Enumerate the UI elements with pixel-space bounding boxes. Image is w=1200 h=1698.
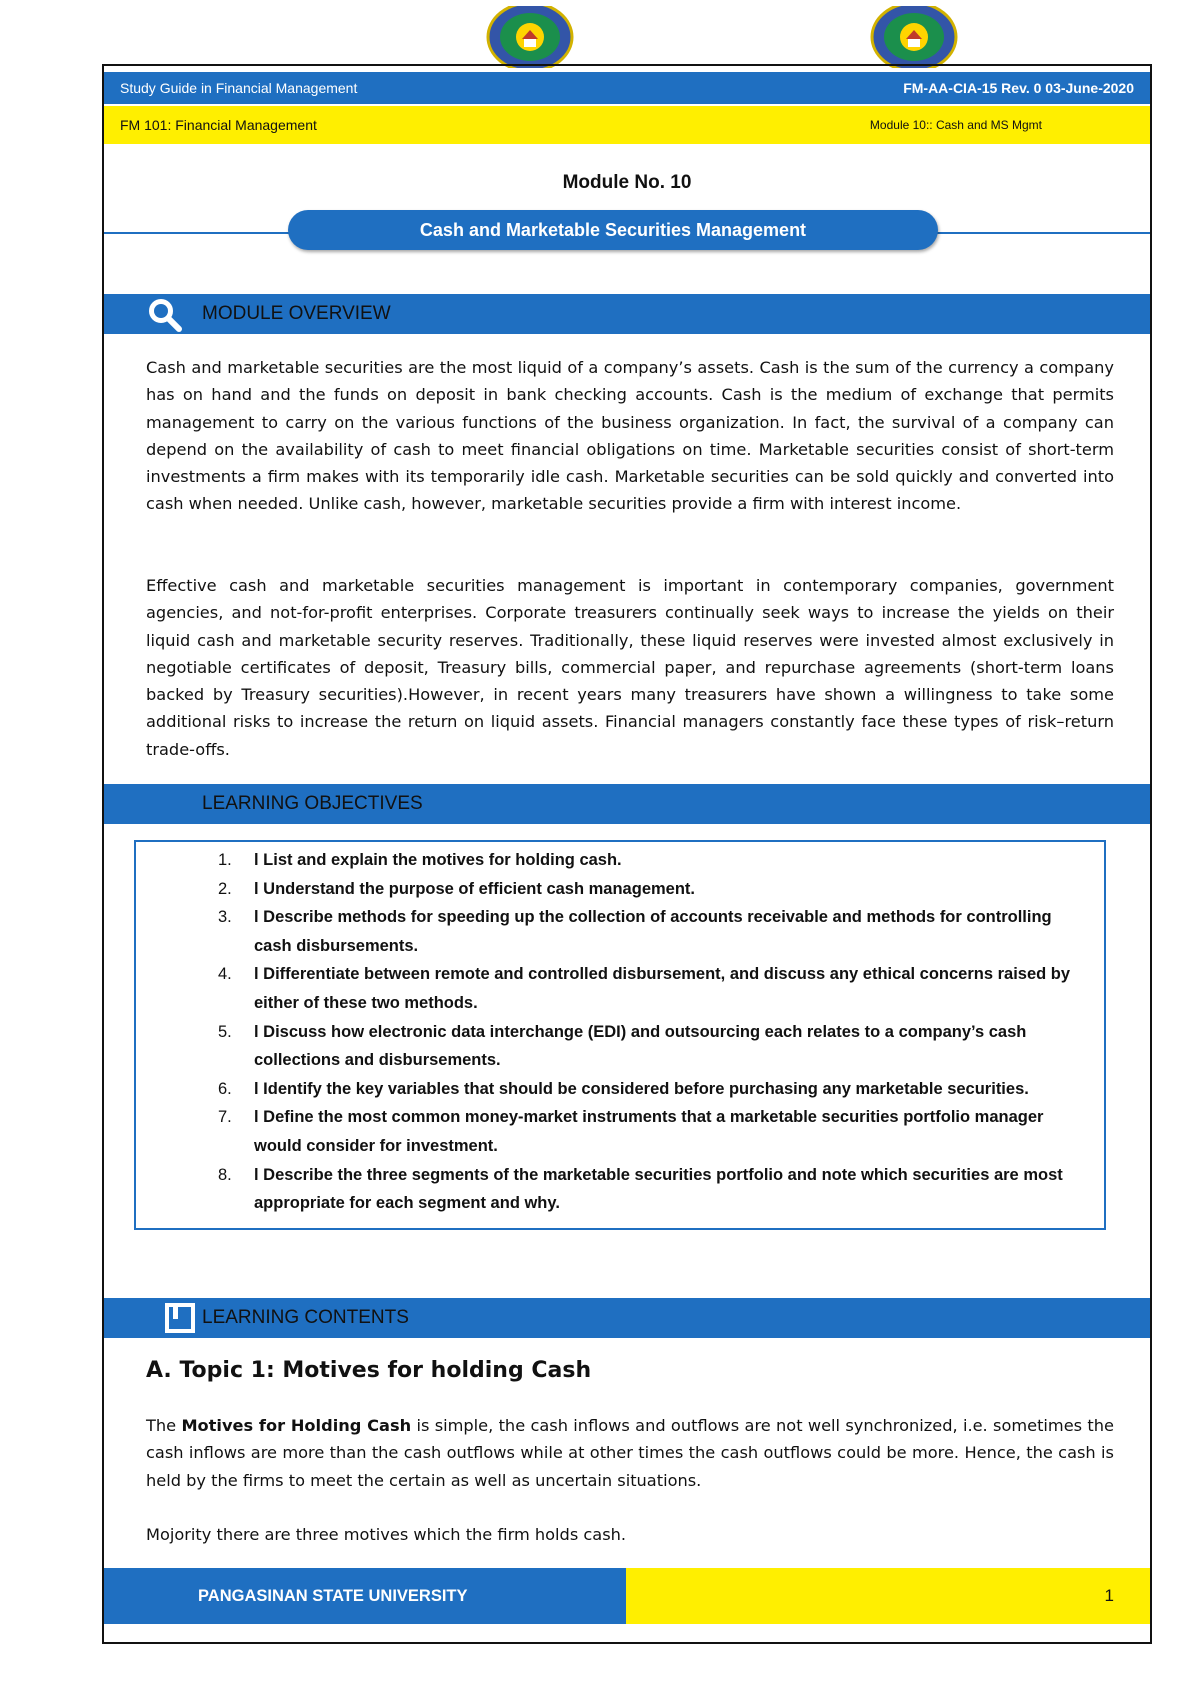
objective-item bbox=[134, 1161, 1106, 1218]
objective-text: l Discuss how electronic data interchange (EDI) and outsourcing each relates to a company’s cash collections and disbursements. bbox=[254, 1022, 1027, 1070]
objective-number: 8. bbox=[218, 1165, 232, 1184]
section-module-overview bbox=[104, 294, 1150, 334]
topic-title: A. Topic 1: Motives for holding Cash bbox=[146, 1358, 592, 1383]
footer-page-number-area bbox=[626, 1568, 1150, 1624]
guide-title: Study Guide in Financial Management bbox=[120, 80, 358, 96]
objective-text: l Understand the purpose of efficient cash management. bbox=[254, 879, 695, 898]
overview-paragraph-2: Effective cash and marketable securities management is important in contemporary companies, government agencies, and not-for-profit enterprises. Corporate treasurers continually seek ways to increase the yields on their liquid cash and marketable security reserves. Traditionally, these liquid reserves were invested almost exclusively in negotiable certificates of deposit, Treasury bills, commercial paper, and repurchase agreements (short-term loans backed by Treasury securities).However, in recent years many treasurers have shown a willingness to take some additional risks to increase the return on liquid assets. Financial managers constantly face these types of risk–return trade-offs. bbox=[146, 576, 1114, 759]
topic-paragraph-2: Mojority there are three motives which the firm holds cash. bbox=[146, 1525, 627, 1544]
course-bar bbox=[104, 106, 1150, 144]
objective-text: l Differentiate between remote and controlled disbursement, and discuss any ethical concerns raised by either of these two methods. bbox=[254, 965, 1071, 1012]
objective-text: l List and explain the motives for holding cash. bbox=[254, 851, 622, 869]
text-run: The bbox=[146, 1416, 182, 1435]
course-title: FM 101: Financial Management bbox=[120, 117, 317, 133]
module-number: Module No. 10 bbox=[562, 172, 692, 193]
objective-number: 1. bbox=[218, 851, 232, 869]
university-seal-left bbox=[486, 6, 574, 68]
text-run: is simple, the cash inflows and outflows are not well synchronized, i.e. sometimes the cash inflows are more than the cash outflows while at other times the cash outflows could be more. Hence, the cash is held by the firms to meet the certain as well as uncertain situations. bbox=[146, 1416, 1114, 1490]
module-title: Cash and Marketable Securities Management bbox=[288, 210, 938, 250]
objectives-list bbox=[134, 846, 1106, 1218]
objective-item bbox=[134, 846, 1106, 875]
section-learning-objectives bbox=[104, 784, 1150, 824]
bold-term: Motives for Holding Cash bbox=[181, 1416, 412, 1435]
page-number: 1 bbox=[1104, 1586, 1114, 1605]
objective-item bbox=[134, 1018, 1106, 1075]
section-learning-contents bbox=[104, 1298, 1150, 1338]
section-heading: LEARNING OBJECTIVES bbox=[202, 793, 423, 814]
section-heading: LEARNING CONTENTS bbox=[202, 1307, 409, 1328]
objective-number: 2. bbox=[218, 879, 232, 898]
book-icon bbox=[162, 1300, 198, 1336]
objective-number: 4. bbox=[218, 965, 232, 984]
objective-item bbox=[134, 903, 1106, 960]
overview-paragraph-1: Cash and marketable securities are the most liquid of a company’s assets. Cash is the sum of the currency a company has on hand and the funds on deposit in bank checking accounts. Cash is the medium of exchange that permits management to carry on the various functions of the business organization. In fact, the survival of a company can depend on the availability of cash to meet financial obligations on time. Marketable securities consist of short-term investments a firm makes with its temporarily idle cash. Marketable securities can be sold quickly and converted into cash when needed. Unlike cash, however, marketable securities provide a firm with interest income. bbox=[146, 358, 1114, 514]
header-bar bbox=[104, 72, 1150, 104]
objective-text: l Identify the key variables that should be considered before purchasing any marketable securities. bbox=[254, 1079, 1029, 1098]
objective-item bbox=[134, 1075, 1106, 1104]
objective-text: l Define the most common money-market instruments that a marketable securities portfolio manager would consider for investment. bbox=[254, 1108, 1044, 1155]
objective-item bbox=[134, 960, 1106, 1017]
objective-number: 6. bbox=[218, 1079, 232, 1098]
module-tag: Module 10:: Cash and MS Mgmt bbox=[869, 118, 1042, 132]
objective-item bbox=[134, 875, 1106, 904]
university-seal-right bbox=[870, 6, 958, 68]
topic-paragraph-1 bbox=[146, 1412, 1114, 1494]
document-code: FM-AA-CIA-15 Rev. 0 03-June-2020 bbox=[903, 80, 1134, 96]
objective-number: 7. bbox=[218, 1108, 232, 1127]
footer-university: PANGASINAN STATE UNIVERSITY bbox=[104, 1568, 626, 1624]
section-heading: MODULE OVERVIEW bbox=[202, 303, 391, 324]
objective-number: 5. bbox=[218, 1022, 232, 1041]
objective-text: l Describe the three segments of the marketable securities portfolio and note which securities are most appropriate for each segment and why. bbox=[254, 1165, 1063, 1213]
magnifier-icon bbox=[144, 296, 184, 332]
objective-text: l Describe methods for speeding up the collection of accounts receivable and methods for controlling cash disbursements. bbox=[254, 908, 1052, 955]
objective-number: 3. bbox=[218, 908, 232, 927]
objective-item bbox=[134, 1103, 1106, 1160]
